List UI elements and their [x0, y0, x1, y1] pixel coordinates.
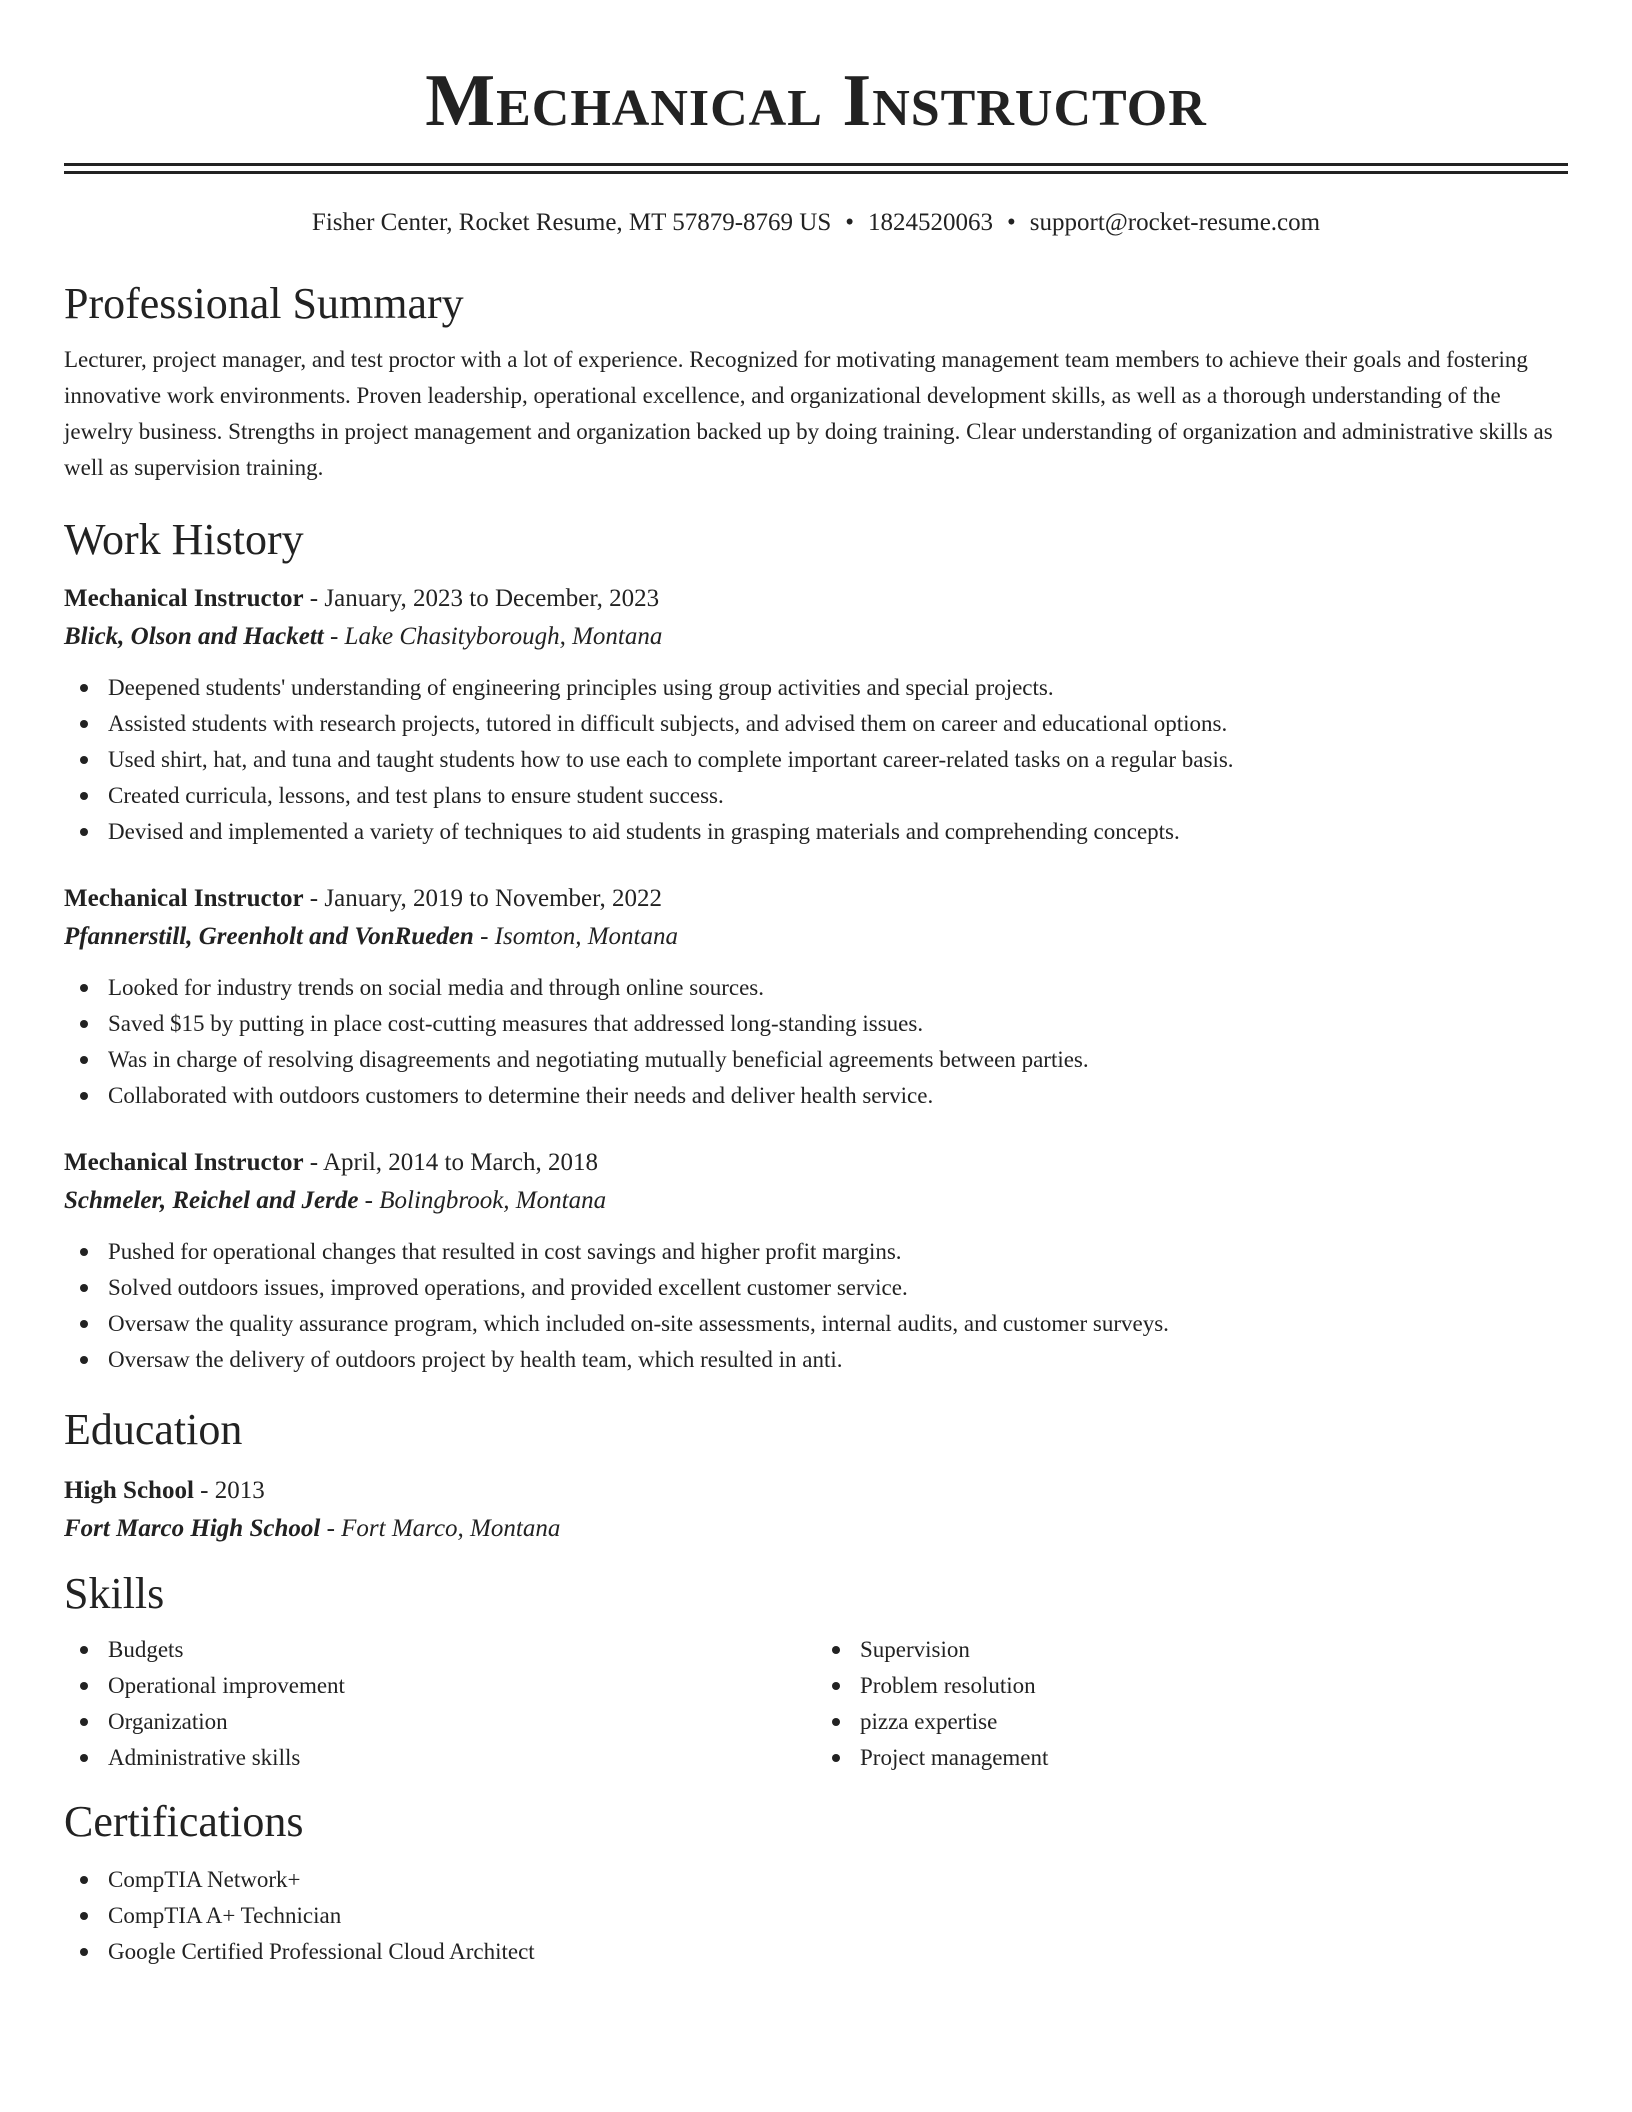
contact-separator: • [845, 209, 855, 236]
skills-grid [64, 1632, 1568, 1776]
job-location: - Isomton, Montana [473, 923, 678, 950]
education-section [64, 1404, 1568, 1548]
skills-heading: Skills [64, 1569, 165, 1618]
job-bullets [64, 970, 1568, 1114]
header-rule-bottom [64, 171, 1568, 174]
contact-separator: • [1007, 209, 1016, 236]
list-item: Saved $15 by putting in place cost-cutting measures that addressed long-standing issues. [64, 1006, 1568, 1042]
list-item: Solved outdoors issues, improved operations, and provided excellent customer service. [64, 1270, 1568, 1306]
job-entry [64, 880, 1568, 1114]
list-item: CompTIA A+ Technician [64, 1898, 1568, 1934]
list-item: Looked for industry trends on social media and through online sources. [64, 970, 1568, 1006]
work-history-heading: Work History [64, 515, 304, 564]
education-degree: High School [64, 1477, 194, 1504]
education-entry [64, 1472, 1568, 1548]
list-item: Was in charge of resolving disagreements and negotiating mutually beneficial agreements between parties. [64, 1042, 1568, 1078]
job-company: Blick, Olson and Hackett [64, 623, 324, 650]
education-location: - Fort Marco, Montana [320, 1515, 561, 1542]
list-item: Deepened students' understanding of engineering principles using group activities and special projects. [64, 670, 1568, 706]
job-dates: - January, 2019 to November, 2022 [303, 885, 662, 912]
education-heading: Education [64, 1405, 243, 1454]
education-school: Fort Marco High School [64, 1515, 321, 1542]
job-dates: - January, 2023 to December, 2023 [303, 585, 660, 612]
job-company: Schmeler, Reichel and Jerde [64, 1187, 359, 1214]
skills-column-right [816, 1632, 1568, 1776]
list-item: Administrative skills [64, 1740, 816, 1776]
list-item: CompTIA Network+ [64, 1862, 1568, 1898]
job-title: Mechanical Instructor [64, 885, 304, 912]
list-item: Oversaw the quality assurance program, which included on-site assessments, internal audits, and customer surveys. [64, 1306, 1568, 1342]
job-bullets [64, 670, 1568, 850]
list-item: Devised and implemented a variety of techniques to aid students in grasping materials and comprehending concepts. [64, 814, 1568, 850]
list-item: Project management [816, 1740, 1568, 1776]
job-title: Mechanical Instructor [64, 1149, 304, 1176]
skills-column-left [64, 1632, 816, 1776]
list-item: Operational improvement [64, 1668, 816, 1704]
contact-phone: 1824520063 [868, 209, 994, 236]
list-item: Created curricula, lessons, and test plans to ensure student success. [64, 778, 1568, 814]
resume-name: Mechanical Instructor [425, 60, 1207, 142]
list-item: Oversaw the delivery of outdoors project by health team, which resulted in anti. [64, 1342, 1568, 1378]
list-item: Problem resolution [816, 1668, 1568, 1704]
list-item: Used shirt, hat, and tuna and taught students how to use each to complete important career-related tasks on a regular basis. [64, 742, 1568, 778]
work-history-section [64, 514, 1568, 1378]
list-item: Budgets [64, 1632, 816, 1668]
certifications-heading: Certifications [64, 1797, 304, 1846]
job-bullets [64, 1234, 1568, 1378]
list-item: Collaborated with outdoors customers to determine their needs and deliver health service. [64, 1078, 1568, 1114]
skills-section [64, 1568, 1568, 1776]
job-dates: - April, 2014 to March, 2018 [303, 1149, 598, 1176]
contact-line [64, 208, 1568, 238]
contact-address: Fisher Center, Rocket Resume, MT 57879-8769 US [311, 209, 832, 236]
job-location: - Lake Chasityborough, Montana [323, 623, 663, 650]
list-item: pizza expertise [816, 1704, 1568, 1740]
education-year: - 2013 [193, 1477, 265, 1504]
job-company: Pfannerstill, Greenholt and VonRueden [64, 923, 474, 950]
list-item: Pushed for operational changes that resulted in cost savings and higher profit margins. [64, 1234, 1568, 1270]
list-item: Organization [64, 1704, 816, 1740]
list-item: Assisted students with research projects, tutored in difficult subjects, and advised them on career and educational options. [64, 706, 1568, 742]
job-location: - Bolingbrook, Montana [358, 1187, 607, 1214]
list-item: Google Certified Professional Cloud Architect [64, 1934, 1568, 1970]
job-entry [64, 1144, 1568, 1378]
certifications-list [64, 1862, 1568, 1970]
contact-email: support@rocket-resume.com [1029, 209, 1321, 236]
certifications-section [64, 1796, 1568, 1970]
summary-section [64, 278, 1568, 486]
job-entry [64, 580, 1568, 850]
summary-text: Lecturer, project manager, and test proctor with a lot of experience. Recognized for motivating management team members to achieve their goals and fostering innovative work environments. Proven leadership, operational excellence, and organizational development skills, as well as a thorough understanding of the jewelry business. Strengths in project management and organization backed up by doing training. Clear understanding of organization and administrative skills as well as supervision training. [64, 347, 1553, 480]
list-item: Supervision [816, 1632, 1568, 1668]
summary-heading: Professional Summary [64, 279, 464, 328]
job-title: Mechanical Instructor [64, 585, 304, 612]
